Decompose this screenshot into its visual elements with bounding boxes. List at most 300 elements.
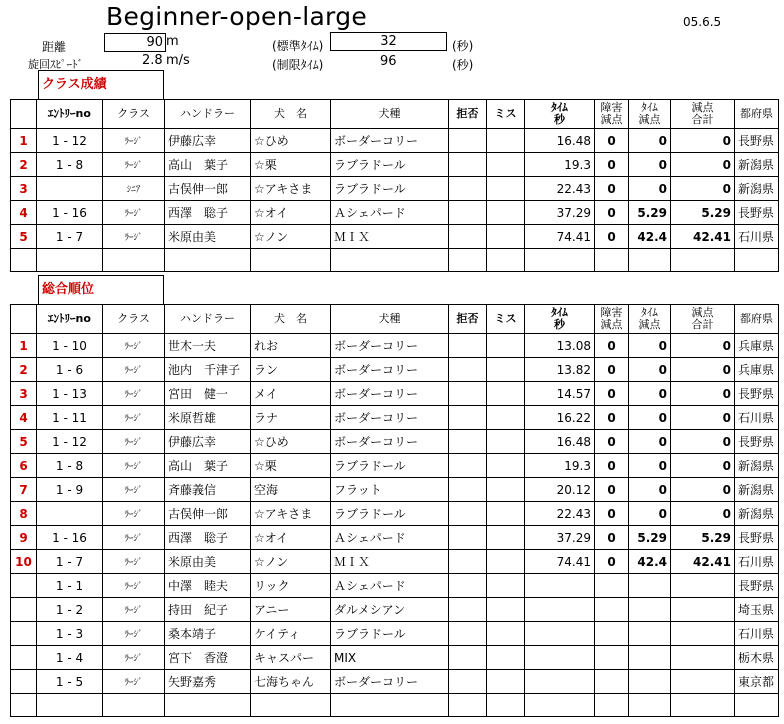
dog-name-cell: メイ (251, 382, 331, 406)
empty-cell (735, 694, 779, 717)
dog-name-cell: ☆ノン (251, 550, 331, 574)
breed-cell: ボーダーコリー (331, 334, 449, 358)
obstacle-penalty-cell: 0 (595, 430, 629, 454)
time-cell (525, 574, 595, 598)
class-section-title: クラス成績 (38, 70, 164, 99)
dog-name-cell: ☆ひめ (251, 129, 331, 153)
prefecture-cell: 新潟県 (735, 478, 779, 502)
table-row (11, 478, 779, 502)
total-penalty-cell: 0 (671, 334, 735, 358)
empty-cell (487, 694, 525, 717)
total-penalty-cell: 5.29 (671, 201, 735, 225)
total-penalty-cell: 0 (671, 153, 735, 177)
prefecture-cell: 長野県 (735, 574, 779, 598)
dog-name-cell: ☆ひめ (251, 430, 331, 454)
breed-header (331, 100, 449, 129)
class-cell: ﾗｰｼﾞ (103, 502, 165, 526)
table-row (11, 598, 779, 622)
class-header (103, 100, 165, 129)
entry-cell: 1 - 1 (37, 574, 103, 598)
obstacle-penalty-header (595, 100, 629, 129)
miss-header-text: ミス (494, 312, 517, 325)
time-penalty-cell: 5.29 (629, 526, 671, 550)
prefecture-cell: 石川県 (735, 225, 779, 249)
handler-cell: 高山 葉子 (165, 454, 251, 478)
class-cell: ﾗｰｼﾞ (103, 550, 165, 574)
empty-cell (331, 694, 449, 717)
prefecture-cell: 長野県 (735, 201, 779, 225)
miss-header-text: ミス (494, 107, 517, 120)
obstacle-penalty-cell: 0 (595, 129, 629, 153)
dog-name-cell: ケイティ (251, 622, 331, 646)
prefecture-cell: 長野県 (735, 382, 779, 406)
breed-cell: Ａシェパード (331, 201, 449, 225)
breed-cell: Ａシェパード (331, 574, 449, 598)
rank-cell (11, 646, 37, 670)
obstacle-penalty-header-text: 障害 (600, 101, 623, 114)
class-cell: ﾗｰｼﾞ (103, 201, 165, 225)
time-cell: 74.41 (525, 550, 595, 574)
obstacle-penalty-cell: 0 (595, 334, 629, 358)
overall-results-table (10, 304, 779, 717)
breed-cell: ボーダーコリー (331, 382, 449, 406)
refusal-cell (449, 550, 487, 574)
time-penalty-cell: 0 (629, 129, 671, 153)
table-row (11, 177, 779, 201)
header-row (11, 305, 779, 334)
time-cell (525, 670, 595, 694)
refusal-cell (449, 334, 487, 358)
table-row (11, 646, 779, 670)
dog-name-cell: ☆オイ (251, 201, 331, 225)
time-penalty-cell (629, 646, 671, 670)
time-penalty-header-text: 減点 (638, 318, 661, 331)
distance-value: 90 (104, 33, 166, 52)
speed-unit: m/s (166, 53, 190, 68)
refusal-cell (449, 406, 487, 430)
breed-header (331, 305, 449, 334)
miss-cell (487, 454, 525, 478)
prefecture-cell: 新潟県 (735, 454, 779, 478)
rank-cell: 2 (11, 358, 37, 382)
obstacle-penalty-cell: 0 (595, 454, 629, 478)
obstacle-penalty-cell: 0 (595, 225, 629, 249)
total-penalty-cell: 0 (671, 358, 735, 382)
entry-header-text: ｴﾝﾄﾘｰno (48, 107, 91, 120)
breed-cell: ボーダーコリー (331, 670, 449, 694)
breed-cell: ボーダーコリー (331, 406, 449, 430)
handler-cell: 米原哲雄 (165, 406, 251, 430)
refusal-cell (449, 598, 487, 622)
prefecture-cell: 埼玉県 (735, 598, 779, 622)
miss-cell (487, 646, 525, 670)
entry-cell: 1 - 7 (37, 550, 103, 574)
total-penalty-cell: 0 (671, 406, 735, 430)
dog-name-cell: リック (251, 574, 331, 598)
rank-cell: 9 (11, 526, 37, 550)
rank-cell (11, 670, 37, 694)
prefecture-cell: 長野県 (735, 430, 779, 454)
empty-cell (251, 249, 331, 272)
entry-cell: 1 - 6 (37, 358, 103, 382)
time-penalty-cell: 0 (629, 153, 671, 177)
empty-cell (629, 694, 671, 717)
class-cell: ﾗｰｼﾞ (103, 334, 165, 358)
time-cell: 14.57 (525, 382, 595, 406)
limit-time-unit: (秒) (452, 58, 474, 72)
miss-header (487, 305, 525, 334)
rank-cell (11, 574, 37, 598)
table-row (11, 406, 779, 430)
class-header-text: クラス (117, 312, 150, 325)
dog-name-cell: ☆オイ (251, 526, 331, 550)
time-penalty-header (629, 305, 671, 334)
rank-cell: 1 (11, 129, 37, 153)
entry-cell: 1 - 7 (37, 225, 103, 249)
dog-name-cell: れお (251, 334, 331, 358)
handler-cell: 池内 千津子 (165, 358, 251, 382)
time-penalty-cell: 0 (629, 334, 671, 358)
time-penalty-cell: 0 (629, 430, 671, 454)
empty-cell (595, 694, 629, 717)
total-penalty-cell (671, 574, 735, 598)
empty-cell (595, 249, 629, 272)
dog-name-cell: 空海 (251, 478, 331, 502)
handler-cell: 矢野嘉秀 (165, 670, 251, 694)
handler-cell: 宮田 健一 (165, 382, 251, 406)
breed-cell: ラブラドール (331, 502, 449, 526)
handler-cell: 伊藤広幸 (165, 129, 251, 153)
class-cell: ﾗｰｼﾞ (103, 454, 165, 478)
empty-cell (11, 694, 37, 717)
time-header (525, 305, 595, 334)
obstacle-penalty-header-text: 障害 (600, 306, 623, 319)
prefecture-header-text: 都府県 (740, 107, 773, 120)
speed-value: 2.8 (142, 53, 163, 68)
rank-cell: 7 (11, 478, 37, 502)
time-header (525, 100, 595, 129)
time-penalty-header (629, 100, 671, 129)
dog-name-cell: ☆ノン (251, 225, 331, 249)
time-penalty-cell (629, 574, 671, 598)
entry-cell: 1 - 9 (37, 478, 103, 502)
entry-cell: 1 - 11 (37, 406, 103, 430)
limit-time-label: (制限ﾀｲﾑ) (272, 58, 324, 72)
empty-cell (629, 249, 671, 272)
entry-header-text: ｴﾝﾄﾘｰno (48, 312, 91, 325)
breed-cell: ボーダーコリー (331, 129, 449, 153)
total-penalty-header (671, 305, 735, 334)
entry-cell: 1 - 5 (37, 670, 103, 694)
std-time-label: (標準ﾀｲﾑ) (272, 39, 324, 53)
std-time-value: 32 (330, 32, 447, 51)
class-header (103, 305, 165, 334)
obstacle-penalty-header-text: 減点 (600, 318, 623, 331)
obstacle-penalty-cell: 0 (595, 382, 629, 406)
obstacle-penalty-cell: 0 (595, 406, 629, 430)
breed-cell: ボーダーコリー (331, 358, 449, 382)
obstacle-penalty-cell: 0 (595, 201, 629, 225)
miss-cell (487, 670, 525, 694)
time-penalty-cell: 0 (629, 454, 671, 478)
breed-cell: ダルメシアン (331, 598, 449, 622)
obstacle-penalty-cell: 0 (595, 478, 629, 502)
class-cell: ﾗｰｼﾞ (103, 526, 165, 550)
refusal-cell (449, 622, 487, 646)
class-cell: ﾗｰｼﾞ (103, 129, 165, 153)
dog-name-cell: ☆栗 (251, 153, 331, 177)
empty-cell (37, 249, 103, 272)
handler-cell: 古俣伸一郎 (165, 502, 251, 526)
prefecture-cell: 新潟県 (735, 502, 779, 526)
refusal-cell (449, 225, 487, 249)
time-penalty-cell: 0 (629, 478, 671, 502)
time-penalty-header-text: ﾀｲﾑ (641, 306, 658, 319)
rank-header (11, 100, 37, 129)
date-label: 05.6.5 (683, 15, 722, 29)
time-cell: 37.29 (525, 526, 595, 550)
entry-cell: 1 - 12 (37, 129, 103, 153)
time-cell: 20.12 (525, 478, 595, 502)
prefecture-header-text: 都府県 (740, 312, 773, 325)
time-cell: 16.48 (525, 129, 595, 153)
refusal-cell (449, 430, 487, 454)
rank-cell: 5 (11, 430, 37, 454)
breed-cell: ＭＩＸ (331, 550, 449, 574)
overall-section-title: 総合順位 (38, 275, 164, 304)
handler-cell: 斉藤義信 (165, 478, 251, 502)
class-cell: ﾗｰｼﾞ (103, 646, 165, 670)
time-penalty-cell: 0 (629, 406, 671, 430)
breed-cell: ラブラドール (331, 153, 449, 177)
prefecture-cell: 石川県 (735, 550, 779, 574)
prefecture-header (735, 305, 779, 334)
empty-cell (251, 694, 331, 717)
total-penalty-cell: 42.41 (671, 225, 735, 249)
miss-cell (487, 550, 525, 574)
miss-cell (487, 201, 525, 225)
prefecture-cell: 長野県 (735, 526, 779, 550)
prefecture-cell: 東京都 (735, 670, 779, 694)
time-cell: 16.22 (525, 406, 595, 430)
handler-header (165, 100, 251, 129)
refusal-cell (449, 454, 487, 478)
time-penalty-cell: 42.4 (629, 550, 671, 574)
empty-cell (11, 249, 37, 272)
time-penalty-cell (629, 670, 671, 694)
total-penalty-header-text: 減点 (691, 306, 714, 319)
total-penalty-cell: 0 (671, 454, 735, 478)
empty-cell (449, 249, 487, 272)
class-cell: ﾗｰｼﾞ (103, 358, 165, 382)
time-penalty-cell: 0 (629, 382, 671, 406)
refusal-cell (449, 502, 487, 526)
handler-cell: 中澤 睦夫 (165, 574, 251, 598)
time-cell: 19.3 (525, 153, 595, 177)
time-header-text: ﾀｲﾑ (551, 306, 568, 319)
entry-cell: 1 - 12 (37, 430, 103, 454)
obstacle-penalty-header-text: 減点 (600, 113, 623, 126)
total-penalty-cell: 0 (671, 502, 735, 526)
handler-cell: 持田 紀子 (165, 598, 251, 622)
handler-cell: 古俣伸一郎 (165, 177, 251, 201)
handler-header (165, 305, 251, 334)
obstacle-penalty-cell (595, 670, 629, 694)
miss-cell (487, 225, 525, 249)
dog-name-cell: ☆アキさま (251, 502, 331, 526)
entry-cell: 1 - 10 (37, 334, 103, 358)
time-penalty-cell: 0 (629, 358, 671, 382)
prefecture-cell: 新潟県 (735, 177, 779, 201)
prefecture-cell: 栃木県 (735, 646, 779, 670)
empty-cell (735, 249, 779, 272)
empty-cell (103, 694, 165, 717)
refusal-cell (449, 646, 487, 670)
total-penalty-cell: 0 (671, 382, 735, 406)
time-penalty-cell (629, 622, 671, 646)
table-row (11, 526, 779, 550)
dog-name-cell: ☆アキさま (251, 177, 331, 201)
obstacle-penalty-cell: 0 (595, 502, 629, 526)
distance-label: 距離 (42, 40, 67, 54)
total-penalty-cell: 0 (671, 129, 735, 153)
dog-name-cell: ラン (251, 358, 331, 382)
breed-cell: Ａシェパード (331, 526, 449, 550)
handler-cell: 米原由美 (165, 225, 251, 249)
class-results-table (10, 99, 779, 272)
handler-cell: 宮下 香澄 (165, 646, 251, 670)
obstacle-penalty-cell (595, 646, 629, 670)
speed-label: 旋回ｽﾋﾟｰﾄﾞ (28, 58, 83, 71)
total-penalty-cell: 42.41 (671, 550, 735, 574)
entry-cell: 1 - 2 (37, 598, 103, 622)
time-cell: 13.08 (525, 334, 595, 358)
refusal-cell (449, 670, 487, 694)
empty-cell (165, 249, 251, 272)
refusal-cell (449, 574, 487, 598)
time-penalty-cell: 42.4 (629, 225, 671, 249)
dog-name-cell: アニー (251, 598, 331, 622)
handler-cell: 桑本靖子 (165, 622, 251, 646)
blank-row (11, 694, 779, 717)
miss-cell (487, 406, 525, 430)
refusal-header (449, 100, 487, 129)
prefecture-cell: 石川県 (735, 622, 779, 646)
obstacle-penalty-cell: 0 (595, 358, 629, 382)
time-cell (525, 598, 595, 622)
miss-cell (487, 574, 525, 598)
breed-cell: ＭＩＸ (331, 225, 449, 249)
obstacle-penalty-cell (595, 574, 629, 598)
dog-name-cell: 七海ちゃん (251, 670, 331, 694)
handler-header-text: ハンドラー (180, 312, 235, 325)
time-header-text: 秒 (554, 318, 565, 331)
breed-cell: MIX (331, 646, 449, 670)
breed-cell: ラブラドール (331, 177, 449, 201)
breed-cell: ラブラドール (331, 622, 449, 646)
refusal-header-text: 拒否 (456, 107, 479, 120)
class-cell: ﾗｰｼﾞ (103, 670, 165, 694)
time-cell: 22.43 (525, 177, 595, 201)
miss-header (487, 100, 525, 129)
breed-header-text: 犬種 (378, 107, 401, 120)
total-penalty-header-text: 合計 (691, 318, 714, 331)
time-header-text: ﾀｲﾑ (551, 101, 568, 114)
empty-cell (37, 694, 103, 717)
breed-header-text: 犬種 (378, 312, 401, 325)
time-penalty-cell: 5.29 (629, 201, 671, 225)
table-row (11, 670, 779, 694)
class-cell: ﾗｰｼﾞ (103, 382, 165, 406)
table-row (11, 153, 779, 177)
empty-cell (331, 249, 449, 272)
refusal-cell (449, 129, 487, 153)
handler-cell: 伊藤広幸 (165, 430, 251, 454)
dog-name-header (251, 305, 331, 334)
total-penalty-cell (671, 598, 735, 622)
obstacle-penalty-cell (595, 598, 629, 622)
breed-cell: ボーダーコリー (331, 430, 449, 454)
rank-cell: 3 (11, 382, 37, 406)
empty-cell (525, 694, 595, 717)
obstacle-penalty-cell: 0 (595, 177, 629, 201)
prefecture-cell: 長野県 (735, 129, 779, 153)
prefecture-header (735, 100, 779, 129)
time-penalty-cell (629, 598, 671, 622)
table-row (11, 550, 779, 574)
table-row (11, 574, 779, 598)
refusal-cell (449, 177, 487, 201)
rank-cell: 10 (11, 550, 37, 574)
time-cell: 19.3 (525, 454, 595, 478)
std-time-unit: (秒) (452, 39, 474, 53)
table-row (11, 622, 779, 646)
prefecture-cell: 石川県 (735, 406, 779, 430)
class-cell: ﾗｰｼﾞ (103, 622, 165, 646)
rank-cell: 4 (11, 406, 37, 430)
class-cell: ﾗｰｼﾞ (103, 406, 165, 430)
empty-cell (671, 694, 735, 717)
entry-cell (37, 502, 103, 526)
breed-cell: ラブラドール (331, 454, 449, 478)
dog-name-cell: キャスパー (251, 646, 331, 670)
total-penalty-cell: 0 (671, 430, 735, 454)
entry-cell: 1 - 8 (37, 454, 103, 478)
miss-cell (487, 177, 525, 201)
handler-header-text: ハンドラー (180, 107, 235, 120)
page-title: Beginner-open-large (106, 2, 368, 31)
miss-cell (487, 382, 525, 406)
handler-cell: 西澤 聡子 (165, 201, 251, 225)
total-penalty-cell: 0 (671, 478, 735, 502)
miss-cell (487, 430, 525, 454)
empty-cell (671, 249, 735, 272)
class-cell: ﾗｰｼﾞ (103, 478, 165, 502)
table-row (11, 358, 779, 382)
refusal-cell (449, 153, 487, 177)
dog-name-header-text: 犬 名 (274, 312, 307, 325)
refusal-cell (449, 201, 487, 225)
entry-cell: 1 - 16 (37, 201, 103, 225)
prefecture-cell: 兵庫県 (735, 358, 779, 382)
rank-cell: 1 (11, 334, 37, 358)
total-penalty-header-text: 減点 (691, 101, 714, 114)
dog-name-cell: ☆栗 (251, 454, 331, 478)
total-penalty-header (671, 100, 735, 129)
entry-header (37, 100, 103, 129)
empty-cell (449, 694, 487, 717)
header-row (11, 100, 779, 129)
